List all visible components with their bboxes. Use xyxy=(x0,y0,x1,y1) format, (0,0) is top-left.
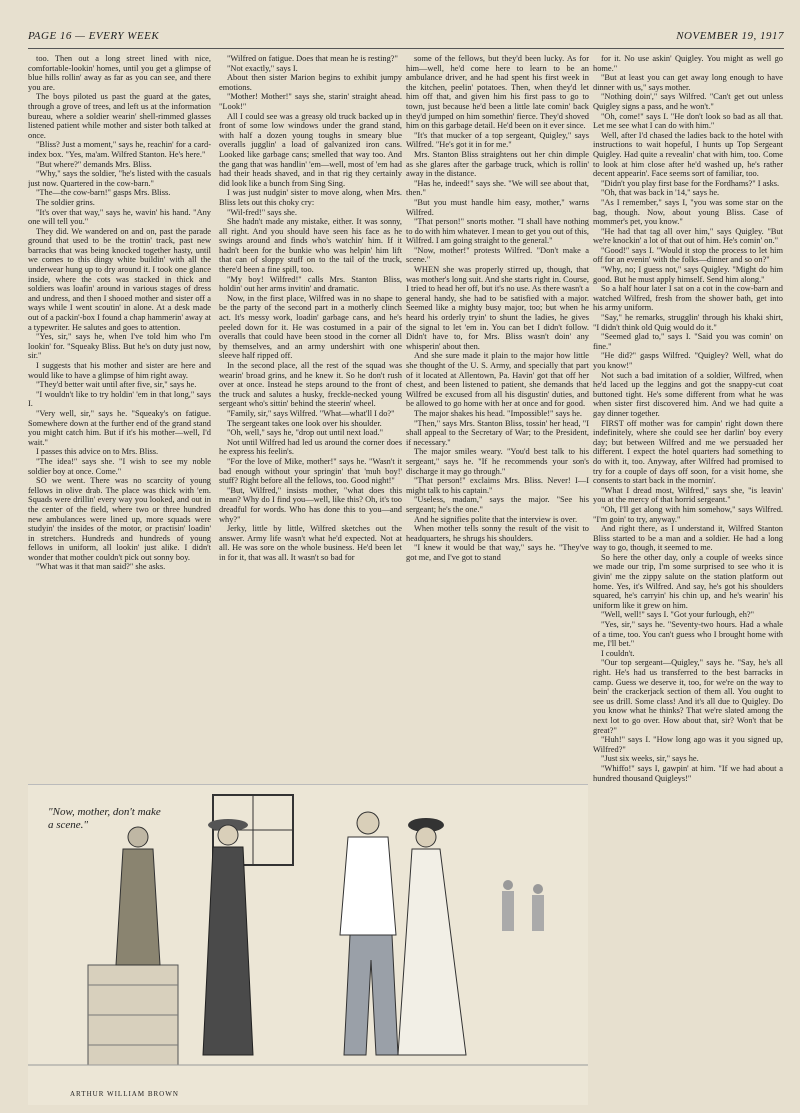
paragraph: "It's that mucker of a top sergeant, Quigley," says Wilfred. "He's got it in for me." xyxy=(406,130,589,150)
paragraph: "They'd better wait until after five, sir," says he. xyxy=(36,380,197,390)
paragraph: So here the other day, only a couple of weeks since we made our trip, I'm some surprised to see who it is givin' me the zippy salute on the station platform out home. Yes, it's Wilfred. And say, he's got his shoulders squared, he's carryin' his chin up, and he's wearin' his uniform like it grew on him. xyxy=(593,552,783,610)
header-page-label: PAGE 16 — EVERY WEEK xyxy=(28,30,160,42)
text-column-4 xyxy=(593,54,783,1098)
paragraph: She hadn't made any mistake, either. It was sonny, all right. And you should have seen his face as he swings around and finds who's watchin' him. If it hadn't been for the bunkie who was helpin' him lift that can of sloppy stuff on to the tail of the truck, there'd been a fine spill, too. xyxy=(219,217,402,275)
paragraph: "Now, mother!" protests Wilfred. "Don't make a scene." xyxy=(406,245,589,265)
paragraph: "Bliss? Just a moment," says he, reachin' for a card-index box. "Yes, ma'am. Wilfred Stanton. He's here." xyxy=(28,140,211,159)
paragraph: Now, in the first place, Wilfred was in no shape to be the party of the second part in a motherly clinch act. It's messy work, loadin' garbage cans, and he's peeled down for it. He was costumed in a pair of overalls that could have been stood in the corner all by themselves, and an army undershirt with one sleeve half ripped off. xyxy=(219,293,402,361)
story-illustration xyxy=(28,784,588,1105)
paragraph: "Say," he remarks, strugglin' through his khaki shirt, "I didn't think old Quig would do it." xyxy=(593,313,783,332)
paragraph: And he signifies polite that the interview is over. xyxy=(414,514,578,524)
paragraph: The soldier grins. xyxy=(36,197,95,207)
paragraph: "That person!" exclaims Mrs. Bliss. Never! I—I might talk to his captain." xyxy=(406,476,589,495)
paragraph: The major shakes his head. "Impossible!" says he. xyxy=(414,408,583,418)
paragraph: I was just nudgin' sister to move along, when Mrs. Bliss lets out this choky cry: xyxy=(219,188,402,207)
artist-signature: ARTHUR WILLIAM BROWN xyxy=(70,1090,179,1098)
paragraph: And right there, as I understand it, Wilfred Stanton Bliss started to be a man and a soldier. He had a long way to go, though, it seemed to me. xyxy=(593,524,783,553)
paragraph: Not until Wilfred had led us around the corner does he express his feelin's. xyxy=(219,437,402,457)
paragraph: "Oh, well," says he, "drop out until next load." xyxy=(227,428,384,438)
illustration-drawing xyxy=(28,785,588,1105)
paragraph: "Why, no; I guess not," says Quigley. "Might do him good. But he must apply himself. Send him along." xyxy=(593,265,783,284)
paragraph: "Not exactly," says I. xyxy=(227,63,298,73)
paragraph: I suggests that his mother and sister are here and would like to have a glimpse of him right away. xyxy=(28,361,211,380)
paragraph: "I knew it would be that way," says he. "They've got me, and I've got to stand xyxy=(406,543,589,562)
paragraph: FIRST off mother was for campin' right down there indefinitely, where she could see her darlin' boy every day; but between Wilfred and me we persuaded her different. I expect the hotel quarters had something to do with it, too. Anyway, after Wilfred had promised to try for a couple of days off soon, for a visit home, she consents to start back in the mornin'. xyxy=(593,418,783,486)
paragraph: "Wilfred on fatigue. Does that mean he is resting?" xyxy=(227,54,398,63)
paragraph: "My boy! Wilfred!" calls Mrs. Stanton Bliss, holdin' out her arms invitin' and dramatic. xyxy=(219,274,402,294)
illustration-caption: "Now, mother, don't make a scene." xyxy=(48,806,161,831)
paragraph: In the second place, all the rest of the squad was wearin' broad grins, and he knew it. So he don't rush over at once. Instead he steps around to the front of the truck and salutes a husky, freckle-necked young sergeant who's sittin' behind the steerin' wheel. xyxy=(219,361,402,409)
paragraph: I passes this advice on to Mrs. Bliss. xyxy=(36,447,159,457)
paragraph: "But at least you can get away long enough to have dinner with us," says mother. xyxy=(593,73,783,92)
paragraph: The sergeant takes one look over his shoulder. xyxy=(227,418,382,428)
paragraph: "Our top sergeant—Quigley," says he. "Say, he's all right. He's had us transferred to the best barracks in camp. Guess we deserve it, too, for we're on the way to bein' the crackerjack section of them all. You ought to see us drill. Some class! And it's all due to Quigley. Do you know what he thinks? That we're slated among the next lot to go over. How about that, sir? Won't that be great?" xyxy=(593,658,783,735)
paragraph: All I could see was a greasy old truck backed up in front of some low windows under the grand stand, with half a dozen young toughs in smeary blue overalls jugglin' a load of galvanized iron cans. Looked like garbage cans; smelled that way too. And the gang that was handlin' 'em—well, most of 'em had had their heads shaved, and in that rig they certainly did look like a bunch from Sing Sing. xyxy=(219,111,402,188)
paragraph: "Just six weeks, sir," says he. xyxy=(601,754,699,764)
text-column-1 xyxy=(28,54,211,778)
paragraph: Not such a bad imitation of a soldier, Wilfred, when he'd laced up the leggins and got the snappy-cut coat buttoned tight. He's some different from what he was when sister first discovered him. And we had quite a gay dinner together. xyxy=(593,370,783,418)
paragraph: "Nothing doin'," says Wilfred. "Can't get out unless Quigley signs a pass, and he won't." xyxy=(593,92,783,111)
paragraph: When mother tells sonny the result of the visit to headquarters, he shrugs his shoulders. xyxy=(406,524,589,543)
paragraph: too. Then out a long street lined with nice, comfortable-lookin' homes, until you get a glimpse of blue hills rollin' away as far as you can see, and there you are. xyxy=(28,54,211,92)
paragraph: some of the fellows, but they'd been lucky. As for him—well, he'd come here to learn to be an ambulance driver, and he had spent his first week in the kitchen, peelin' potatoes. Then, when they'd let him off that, and given him his first pass to go to town, just because he'd been a little late comin' back they'd jumped on him somethin' fierce. They'd shoved him on this garbage detail. He'd been on it ever since. xyxy=(406,54,589,131)
paragraph: "It's over that way," says he, wavin' his hand. "Any one will tell you." xyxy=(28,207,211,227)
paragraph: "Huh!" says I. "How long ago was it you signed up, Wilfred?" xyxy=(593,735,783,754)
paragraph: "I wouldn't like to try holdin' 'em in that long," says I. xyxy=(28,389,211,409)
paragraph: "What I dread most, Wilfred," says she, "is leavin' you at the mercy of that horrid sergeant." xyxy=(593,485,783,505)
paragraph: "Then," says Mrs. Stanton Bliss, tossin' her head, "I shall appeal to the Secretary of War; to the President, if necessary." xyxy=(406,418,589,447)
paragraph: So a half hour later I sat on a cot in the cow-barn and watched Wilfred, fresh from the shower bath, get into his army uniform. xyxy=(593,284,783,313)
paragraph: "The—the cow-barn!" gasps Mrs. Bliss. xyxy=(36,188,171,198)
paragraph: "But, Wilfred," insists mother, "what does this mean? Why do I find you—well, like this? Oh, it's too dreadful for words. Who has done this to you—and why?" xyxy=(219,485,402,524)
paragraph: About then sister Marion begins to exhibit jumpy emotions. xyxy=(219,73,402,92)
paragraph: "The idea!" says she. "I wish to see my noble soldier boy at once. Come." xyxy=(28,456,211,476)
paragraph: "But you must handle him easy, mother," warns Wilfred. xyxy=(406,197,589,217)
paragraph: "Good!" says I. "Would it stop the process to let him off for an evenin' with the folks—dinner and so on?" xyxy=(593,245,783,265)
paragraph: "Mother! Mother!" says she, starin' straight ahead. "Look!" xyxy=(219,92,402,111)
paragraph: Jerky, little by little, Wilfred sketches out the answer. Army life wasn't what he'd expected. Not at all. He was sore on the whole business. He'd been let in for it, that was all. It wasn't so bad for xyxy=(219,524,402,562)
paragraph: They did. We wandered on and on, past the parade ground that used to be the trottin' track, past new barracks that was being knocked together hasty, until we comes to this dingy white buildin' with all the underwear hung up to dry around it. I took one glance inside, where the cots was stacked in thick and soldiers was loafin' around in various stages of dress and undress, and then I shooed mother and sister off a ways while I went scoutin' in alone. At a desk made out of a packin'-box I found a chap hammerin' away at a typewriter. He salutes and goes to attention. xyxy=(28,226,211,332)
paragraph: "Has he, indeed!" says she. "We will see about that, then." xyxy=(406,178,589,198)
paragraph: "Very well, sir," says he. "Squeaky's on fatigue. Somewhere down at the further end of the grand stand you might catch him. But if it's his mother—well, I'd wait." xyxy=(28,408,211,447)
paragraph: I couldn't. xyxy=(601,648,635,658)
paragraph: "Why," says the soldier, "he's listed with the casuals just now. Quartered in the cow-barn." xyxy=(28,169,211,188)
paragraph: SO we went. There was no scarcity of young fellows in olive drab. The place was thick with 'em. Squads were drillin' every way you looked, and out in the center of the field, where two or three hundred new ambulances were lined up, more squads were studyin' the insides of the motor, or practisin' loadin' in stretchers. Hundreds and hundreds of young fellows in uniform, all lookin' just alike. I didn't wonder that mother couldn't pick out sonny boy. xyxy=(28,476,211,562)
paragraph: "Whiffo!" says I, gawpin' at him. "If we had about a hundred thousand Quigleys!" xyxy=(593,763,783,783)
paragraph: WHEN she was properly stirred up, though, that was mother's long suit. And she starts right in. Course, I tried to head her off, but it's no use. As there wasn't a general handy, she had to be satisfied with a major. Seemed like a mighty busy major, too; but when he heard his orderly tryin' to shunt the ladies, he gives the signal to let 'em in. You can bet I didn't follow. Didn't have to, for Mrs. Bliss wasn't doin' any whisperin' about then. xyxy=(406,265,589,351)
paragraph: The major smiles weary. "You'd best talk to his sergeant," says he. "If he recommends your son's discharge it may go through." xyxy=(406,447,589,476)
paragraph: "He did?" gasps Wilfred. "Quigley? Well, what do you know!" xyxy=(593,351,783,370)
paragraph: "But where?" demands Mrs. Bliss. xyxy=(36,159,152,169)
paragraph: "For the love of Mike, mother!" says he. "Wasn't it bad enough without your springin' that 'muh boy!' stuff? Right before all the fellows, too. Good night!" xyxy=(219,456,402,486)
paragraph: "Useless, madam," says the major. "See his sergeant; he's the one." xyxy=(406,495,589,514)
running-header xyxy=(28,30,784,46)
paragraph: "Didn't you play first base for the Fordhams?" I asks. xyxy=(601,178,780,188)
paragraph: "Family, sir," says Wilfred. "What—what'll I do?" xyxy=(227,408,395,418)
paragraph: "Oh, I'll get along with him somehow," says Wilfred. "I'm goin' to try, anyway." xyxy=(593,504,783,524)
paragraph: Mrs. Stanton Bliss straightens out her chin dimple as she glares after the garbage truck, which is rollin' away in the distance. xyxy=(406,149,589,179)
paragraph: "Oh, come!" says I. "He don't look so bad as all that. Let me see what I can do with him." xyxy=(593,111,783,131)
paragraph: "Well, well!" says I. "Got your furlough, eh?" xyxy=(601,610,755,620)
paragraph: "Yes, sir," says he, when I've told him who I'm lookin' for. "Squeaky Bliss. But he's on duty just now, sir." xyxy=(28,332,211,361)
paragraph: "Wil-fred!" says she. xyxy=(227,207,297,217)
paragraph: for it. No use askin' Quigley. You might as well go home." xyxy=(593,54,783,73)
paragraph: "As I remember," says I, "you was some star on the bag, though. Now, about young Bliss. Case of mommer's pet, you know." xyxy=(593,197,783,227)
paragraph: "What was it that man said?" she asks. xyxy=(36,562,166,572)
header-rule xyxy=(28,48,784,49)
header-date: NOVEMBER 19, 1917 xyxy=(676,30,784,42)
paragraph: The boys piloted us past the guard at the gates, through a grove of trees, and left us at the information bureau, where a soldier wearin' shell-rimmed glasses listened patient while mother and sister both talked at once. xyxy=(28,92,211,140)
paragraph: "Oh, that was back in '14," says he. xyxy=(601,188,720,198)
paragraph: Well, after I'd chased the ladies back to the hotel with instructions to wait hopeful, I hunts up Top Sergeant Quigley. Had quite a revealin' chat with him, too. Come to look at him close after he'd washed up, he's rather decent appearin'. Face seems sort of familiar, too. xyxy=(593,130,783,179)
text-column-3 xyxy=(406,54,589,808)
paragraph: "He had that tag all over him," says Quigley. "But we're knockin' a lot of that out of him. He's comin' on." xyxy=(593,226,783,246)
text-column-2 xyxy=(219,54,402,778)
paragraph: "Yes, sir," says he. "Seventy-two hours. Had a whale of a time, too. You can't guess who I brought home with me, I'll bet." xyxy=(593,620,783,649)
paragraph: And she sure made it plain to the major how little she thought of the U. S. Army, and specially that part of it located at Allentown, Pa. Havin' got that off her chest, and been listened to patient, she demands that Wilfred be excused from all his disgustin' duties, and be allowed to go home with her at once and for good. xyxy=(406,351,589,409)
paragraph: "Seemed glad to," says I. "Said you was comin' on fine." xyxy=(593,332,783,351)
paragraph: "That person!" snorts mother. "I shall have nothing to do with him whatever. I mean to get you out of this, Wilfred. I am going straight to the general." xyxy=(406,217,589,246)
